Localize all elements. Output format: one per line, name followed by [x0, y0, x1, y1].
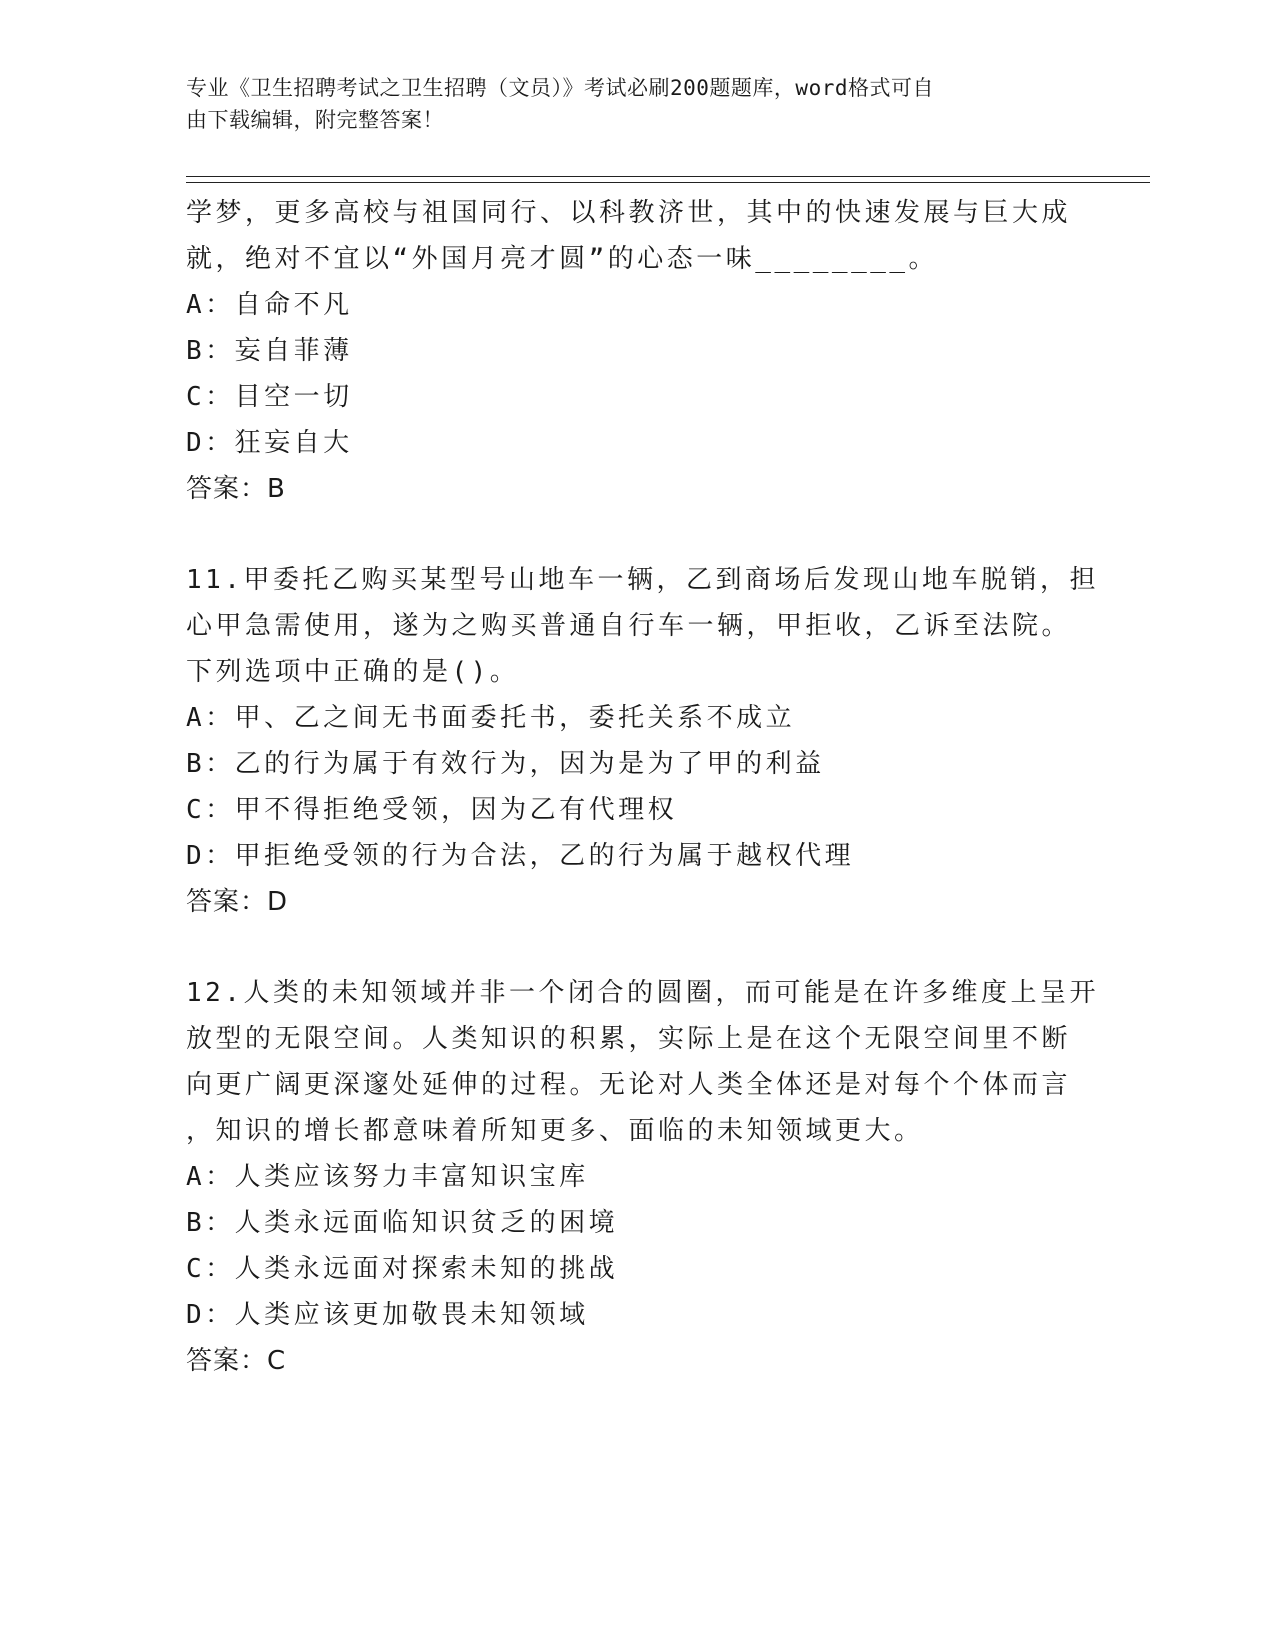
- option-c: C：目空一切: [186, 382, 353, 412]
- option-b: B：妄自菲薄: [186, 336, 353, 366]
- question-list: [186, 190, 1146, 1384]
- question-text-line: 向更广阔更深邃处延伸的过程。无论对人类全体还是对每个个体而言: [186, 1070, 1072, 1100]
- header-divider-top: [186, 176, 1150, 177]
- question-11: [186, 557, 1146, 925]
- answer-label: 答案：D: [186, 887, 289, 917]
- option-d: D：人类应该更加敬畏未知领域: [186, 1300, 589, 1330]
- question-12: [186, 970, 1146, 1384]
- option-b: B：乙的行为属于有效行为，因为是为了甲的利益: [186, 749, 825, 779]
- question-text-line: 12.人类的未知领域并非一个闭合的圆圈，而可能是在许多维度上呈开: [186, 978, 1099, 1008]
- option-c: C：甲不得拒绝受领，因为乙有代理权: [186, 795, 678, 825]
- answer-label: 答案：C: [186, 1346, 287, 1376]
- question-text-line: 学梦，更多高校与祖国同行、以科教济世，其中的快速发展与巨大成: [186, 198, 1072, 228]
- option-a: A：甲、乙之间无书面委托书，委托关系不成立: [186, 703, 796, 733]
- option-d: D：狂妄自大: [186, 428, 353, 458]
- question-text-line: 11.甲委托乙购买某型号山地车一辆，乙到商场后发现山地车脱销，担: [186, 565, 1099, 595]
- question-10: [186, 190, 1146, 512]
- option-c: C：人类永远面对探索未知的挑战: [186, 1254, 619, 1284]
- question-text-line: ，知识的增长都意味着所知更多、面临的未知领域更大。: [186, 1116, 924, 1146]
- option-d: D：甲拒绝受领的行为合法，乙的行为属于越权代理: [186, 841, 855, 871]
- question-text-line: 就，绝对不宜以“外国月亮才圆”的心态一味________。: [186, 244, 939, 274]
- question-text-line: 放型的无限空间。人类知识的积累，实际上是在这个无限空间里不断: [186, 1024, 1072, 1054]
- option-a: A：自命不凡: [186, 290, 353, 320]
- answer-label: 答案：B: [186, 474, 286, 504]
- question-text-line: 心甲急需使用，遂为之购买普通自行车一辆，甲拒收，乙诉至法院。: [186, 611, 1072, 641]
- header-divider-bottom: [186, 182, 1150, 183]
- option-b: B：人类永远面临知识贫乏的困境: [186, 1208, 619, 1238]
- question-text-line: 下列选项中正确的是()。: [186, 657, 520, 687]
- header-title-line-2: 由下载编辑，附完整答案！: [186, 108, 444, 132]
- header-title-line-1: 专业《卫生招聘考试之卫生招聘（文员）》考试必刷200题题库，word格式可自: [186, 76, 934, 100]
- document-header: [186, 72, 1076, 136]
- option-a: A：人类应该努力丰富知识宝库: [186, 1162, 589, 1192]
